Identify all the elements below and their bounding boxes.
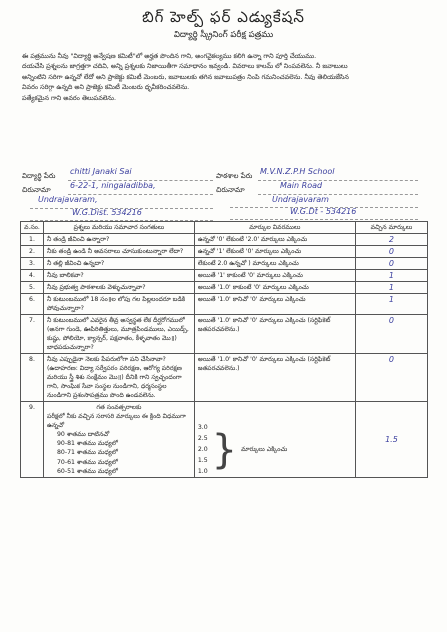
table-row bbox=[21, 402, 428, 478]
header-question: ప్రశ్నలు మరియు సమాచార సంగతులు bbox=[43, 222, 194, 234]
form-title: బిగ్ హెల్ప్ ఫర్ ఎడ్యుకేషన్ bbox=[142, 8, 305, 26]
school-address-underline-3 bbox=[230, 219, 418, 220]
scale-value: 1.5 bbox=[197, 457, 208, 465]
table-row bbox=[21, 258, 428, 270]
row-option-scale bbox=[194, 402, 355, 478]
school-name-value[interactable]: M.V.N.Z.P.H School bbox=[260, 167, 335, 176]
row-option: ఉన్నచో '1' లేకుంటే '0' మార్కులు ఎక్కించు bbox=[194, 246, 355, 258]
row-serial: 8. bbox=[21, 354, 44, 402]
row-option: అయితే '1.0' కానిచో '0' మార్కులు ఎక్కించు bbox=[194, 294, 355, 315]
school-address-line2[interactable]: Undrajavaram bbox=[272, 195, 329, 204]
row-option: అయితే '1.0' కానిచో '0' మార్కులు ఎక్కించు (సర్టిఫికెట్ జతపరచవలెను.) bbox=[194, 315, 355, 354]
student-name-label: విద్యార్థి పేరు bbox=[22, 172, 56, 180]
row-mark[interactable]: 0 bbox=[355, 246, 427, 258]
row-question: నీవు ఎప్పుడైనా నెలకు పేపరులోగా పని చేసినావా? (ఉదాహరణ: విద్యా సర్వేపరం పరిరక్షణ, ఆరోగ్య పరిరక్షణ మరియు స్త్రీ శిశు సంక్షేమం మొ॥) దీనికి గాని స్వచ్ఛందంగా గాని, సాంఘిక సేవా సంస్థల నుండిగాని, ధర్మసంస్థల నుండిగాని ప్రశంసాపత్రము పొంది ఉండవలెను. bbox=[43, 354, 194, 402]
row-serial: 1. bbox=[21, 234, 44, 246]
school-address-line1[interactable]: Main Road bbox=[280, 181, 323, 190]
row-option: లేకుంటే 2.0 ఉన్నచో ) మార్కులు ఎక్కించు bbox=[194, 258, 355, 270]
row-mark[interactable]: 0 bbox=[355, 354, 427, 402]
scale-block bbox=[198, 423, 352, 476]
row-question: నీ తండ్రి జీవించి ఉన్నారా? bbox=[43, 234, 194, 246]
row-mark[interactable]: 1 bbox=[355, 294, 427, 315]
student-address-label: చిరునామా bbox=[22, 186, 51, 194]
table-row bbox=[21, 234, 428, 246]
intro-line: ఈ పత్రమును నీవు "విద్యార్థి అన్వేషణ కమిటీ"లో అర్హత పొందిన గాని, అంగవైకల్యము కలిగి ఉన్నా గాని పూర్తి చేయుము. bbox=[22, 52, 317, 60]
table-row bbox=[21, 246, 428, 258]
table-row bbox=[21, 315, 428, 354]
row-question: నీవు ప్రభుత్వ పాఠశాలకు వెళ్ళుచున్నావా? bbox=[43, 282, 194, 294]
header-serial: వ.సం. bbox=[21, 222, 44, 234]
row-mark[interactable]: 1 bbox=[355, 282, 427, 294]
scale-values bbox=[198, 423, 208, 476]
grade-item: 90 శాతము దాటినచో bbox=[56, 431, 110, 438]
row-question-grades bbox=[43, 402, 194, 478]
form-subtitle: విద్యార్థి స్క్రీనింగ్ పరీక్ష పత్రము bbox=[173, 30, 274, 40]
student-address-line1[interactable]: 6-22-1, ningaladibba, bbox=[70, 181, 156, 190]
row-option: అయితే '1' కాకుంటే '0' మార్కులు ఎక్కించు bbox=[194, 270, 355, 282]
row-question: నీ తల్లి జీవించి ఉన్నదా? bbox=[43, 258, 194, 270]
row-option: ఉన్నచో '0' లేకుంటే '2.0' మార్కులు ఎక్కించు bbox=[194, 234, 355, 246]
grade-item: 80-71 శాతము మధ్యలో bbox=[56, 449, 118, 457]
grade-item: 90-81 శాతము మధ్యలో bbox=[56, 440, 118, 448]
intro-line: దయచేసి ప్రశ్నలను జాగ్రత్తగా చదివి, అన్ని ప్రశ్నలకు నిజాయితీగా సమాధానం ఇవ్వండి. వివరాలు కాలమ్ లో నింపవలెను. నీ జవాబులు bbox=[22, 62, 348, 71]
row-mark[interactable]: 1.5 bbox=[355, 402, 427, 478]
row-serial: 9. bbox=[21, 402, 44, 478]
row-mark[interactable]: 0 bbox=[355, 258, 427, 270]
grade-intro: పరీక్షలో నీకు వచ్చిన సరాసరి మార్కులు ఈ క్రింది విధముగా ఉన్నచో bbox=[46, 413, 186, 429]
school-address-label: చిరునామా bbox=[216, 186, 245, 194]
row-question: నీవు బాలికవా? bbox=[43, 270, 194, 282]
row-question: నీ కుటుంబములో 18 సం॥ల లోపు గల పిల్లలందరూ బడికి పోవుచున్నారా? bbox=[43, 294, 194, 315]
row-option: అయితే '1.0' కాకుంటే '0' మార్కులు ఎక్కించు bbox=[194, 282, 355, 294]
grade-list bbox=[47, 430, 191, 476]
intro-text bbox=[22, 51, 427, 103]
student-address-line3[interactable]: W.G.Dist. 534216 bbox=[72, 208, 142, 217]
scale-value: 2.5 bbox=[197, 435, 208, 443]
row-serial: 3. bbox=[21, 258, 44, 270]
table-header-row bbox=[21, 222, 428, 234]
screening-table bbox=[20, 221, 428, 478]
header-marks-detail: మార్కుల వివరములు bbox=[194, 222, 355, 234]
scale-value: 1.0 bbox=[197, 468, 208, 476]
row-serial: 4. bbox=[21, 270, 44, 282]
school-name-label: పాఠశాల పేరు bbox=[216, 172, 253, 180]
grade-item: 70-61 శాతము మధ్యలో bbox=[56, 458, 118, 466]
header-marks-obtained: వచ్చిన మార్కులు bbox=[355, 222, 427, 234]
grade-item: 60-51 శాతము మధ్యలో bbox=[56, 467, 118, 475]
table-row bbox=[21, 282, 428, 294]
row-serial: 2. bbox=[21, 246, 44, 258]
row-serial: 6. bbox=[21, 294, 44, 315]
table-row bbox=[21, 294, 428, 315]
row-mark[interactable]: 0 bbox=[355, 315, 427, 354]
row-serial: 5. bbox=[21, 282, 44, 294]
table-row bbox=[21, 354, 428, 402]
intro-line: వివరం సరిగ్గా ఉన్నది అని ప్రాజెక్టు కమిటీ మెంబరు ధృవీకరించవలెను. bbox=[22, 83, 190, 92]
row-question: నీకు తండ్రి ఉండి నీ అవసరాలు చూసుకుంటున్నారా లేదా? bbox=[43, 246, 194, 258]
row-question: నీ కుటుంబములో ఎవరైన తీవ్ర అస్వస్థత లేక దీర్ఘరోగములో (అనగా గుండె, ఊపిరితిత్తులు, మూత్రపిండములు, ఎయిడ్స్, కుష్టు, పోలియో, క్యాన్సర్, పక్షవాతం, కీళ్ళవాతం మొ॥) బాధపడుచున్నారా? bbox=[43, 315, 194, 354]
brace-symbol: } bbox=[211, 426, 238, 473]
scale-note: మార్కులు ఎక్కించు bbox=[241, 446, 288, 454]
student-address-line2[interactable]: Undrajavaram, bbox=[38, 195, 98, 204]
row-mark[interactable]: 2 bbox=[355, 234, 427, 246]
scale-value: 2.0 bbox=[197, 446, 208, 454]
row-mark[interactable]: 1 bbox=[355, 270, 427, 282]
scale-value: 3.0 bbox=[197, 424, 208, 432]
grade-title: గత సంవత్సరాలకు bbox=[96, 404, 142, 411]
table-row bbox=[21, 270, 428, 282]
student-name-value[interactable]: chitti Janaki Sai bbox=[70, 167, 132, 176]
row-option: అయితే '1.0' కానిచో '0' మార్కులు ఎక్కించు (సర్టిఫికెట్ జతపరచవలెను.) bbox=[194, 354, 355, 402]
intro-line: అన్నింటిని సరిగా ఉన్నవో లేదో అని ప్రాజెక్టు కమిటీ మెంబరు, జవాబులకు తగిన జవాబుపత్రం నింపి గమనించవలెను. నీవు తెలియజేసిన bbox=[22, 72, 349, 81]
row-serial: 7. bbox=[21, 315, 44, 354]
school-address-line3[interactable]: W.G.Dt - 534216 bbox=[290, 207, 357, 216]
intro-line: పత్యేకమైన గాని అవరం తెలుపవలెను. bbox=[22, 93, 117, 102]
